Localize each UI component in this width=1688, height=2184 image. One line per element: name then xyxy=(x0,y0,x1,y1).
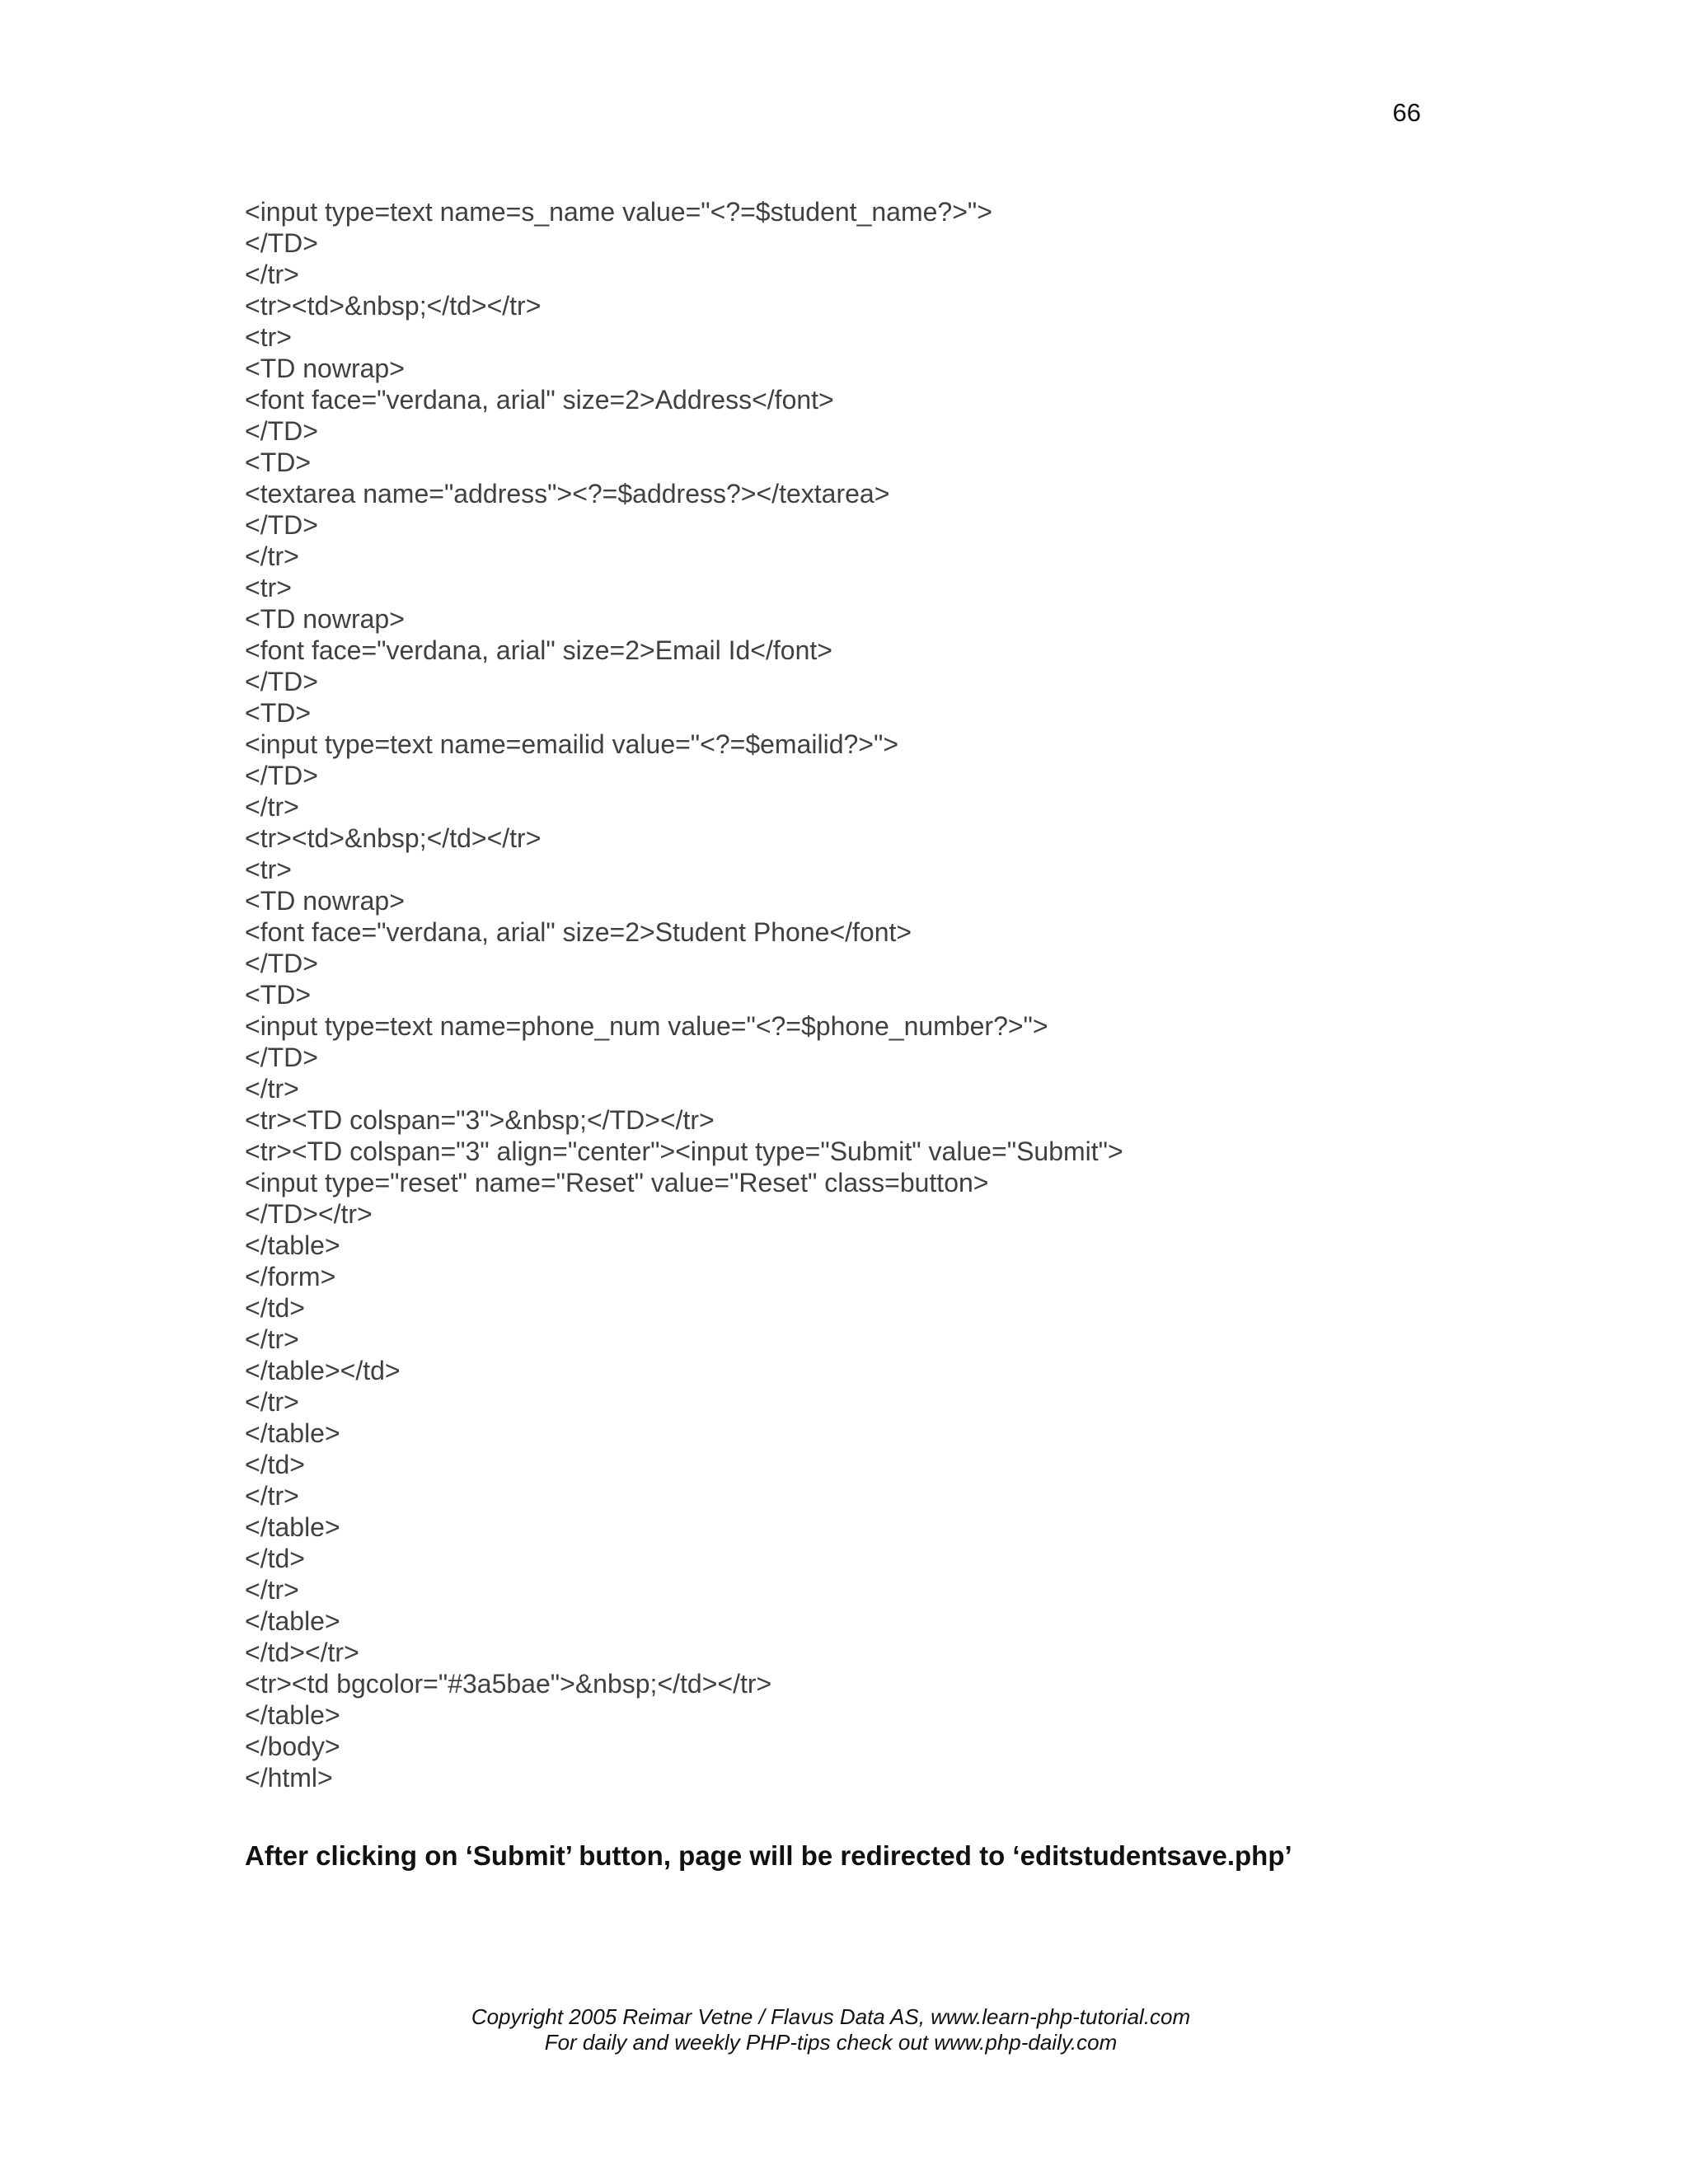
code-line: <tr> xyxy=(245,855,292,884)
code-line: </tr> xyxy=(245,1387,299,1417)
code-line: </table></td> xyxy=(245,1356,401,1385)
code-line: <TD nowrap> xyxy=(245,604,405,634)
redirect-note: After clicking on ‘Submit’ button, page will be redirected to ‘editstudentsave.php’ xyxy=(245,1840,1292,1871)
code-line: </tr> xyxy=(245,1481,299,1511)
code-line: <TD> xyxy=(245,698,312,728)
code-line: </td></tr> xyxy=(245,1638,359,1667)
code-line: <TD nowrap> xyxy=(245,886,405,916)
code-line: </TD> xyxy=(245,228,318,258)
code-line: </TD> xyxy=(245,949,318,978)
page-number: 66 xyxy=(1392,98,1421,127)
code-line: </TD> xyxy=(245,416,318,446)
code-line: </table> xyxy=(245,1418,340,1448)
code-line: </TD> xyxy=(245,667,318,696)
code-line: </TD> xyxy=(245,761,318,790)
code-line: </tr> xyxy=(245,792,299,822)
code-line: <tr><TD colspan="3" align="center"><input type="Submit" value="Submit"> xyxy=(245,1137,1123,1166)
code-line: </TD></tr> xyxy=(245,1199,373,1229)
code-line: </TD> xyxy=(245,1043,318,1072)
code-line: <font face="verdana, arial" size=2>Address</font> xyxy=(245,385,834,415)
code-line: <TD nowrap> xyxy=(245,354,405,383)
code-line: </tr> xyxy=(245,1324,299,1354)
code-line: <font face="verdana, arial" size=2>Email Id</font> xyxy=(245,635,832,665)
code-line: </td> xyxy=(245,1450,305,1479)
code-line: <TD> xyxy=(245,980,312,1010)
code-line: <tr><td>&nbsp;</td></tr> xyxy=(245,823,542,853)
code-line: </table> xyxy=(245,1512,340,1542)
code-line: </td> xyxy=(245,1293,305,1323)
code-line: </table> xyxy=(245,1230,340,1260)
code-line: <tr><td>&nbsp;</td></tr> xyxy=(245,291,542,321)
code-line: </tr> xyxy=(245,260,299,289)
code-line: </tr> xyxy=(245,1074,299,1104)
code-line: </body> xyxy=(245,1732,340,1761)
code-line: </TD> xyxy=(245,510,318,540)
code-line: <tr> xyxy=(245,573,292,602)
footer-copyright: Copyright 2005 Reimar Vetne / Flavus Data AS, www.learn-php-tutorial.com xyxy=(471,2004,1191,2029)
code-line: <input type=text name=phone_num value="<?=$phone_number?>"> xyxy=(245,1011,1048,1041)
code-line: <font face="verdana, arial" size=2>Student Phone</font> xyxy=(245,917,912,947)
code-line: </html> xyxy=(245,1763,333,1793)
code-line: <input type="reset" name="Reset" value="Reset" class=button> xyxy=(245,1168,989,1197)
page-footer xyxy=(0,2004,1662,2055)
code-line: </td> xyxy=(245,1544,305,1573)
code-line: </table> xyxy=(245,1700,340,1730)
code-line: <tr> xyxy=(245,322,292,352)
code-line: </tr> xyxy=(245,541,299,571)
code-line: <input type=text name=emailid value="<?=$emailid?>"> xyxy=(245,729,899,759)
code-line: <tr><TD colspan="3">&nbsp;</TD></tr> xyxy=(245,1105,715,1135)
code-line: </table> xyxy=(245,1606,340,1636)
code-line: </tr> xyxy=(245,1575,299,1605)
footer-tips: For daily and weekly PHP-tips check out www.php-daily.com xyxy=(544,2030,1118,2055)
code-line: <textarea name="address"><?=$address?></textarea> xyxy=(245,479,890,509)
code-line: <tr><td bgcolor="#3a5bae">&nbsp;</td></tr> xyxy=(245,1669,772,1699)
code-line: <TD> xyxy=(245,448,312,477)
code-listing xyxy=(245,196,1605,1793)
code-line: <input type=text name=s_name value="<?=$student_name?>"> xyxy=(245,197,992,227)
code-line: </form> xyxy=(245,1262,336,1291)
